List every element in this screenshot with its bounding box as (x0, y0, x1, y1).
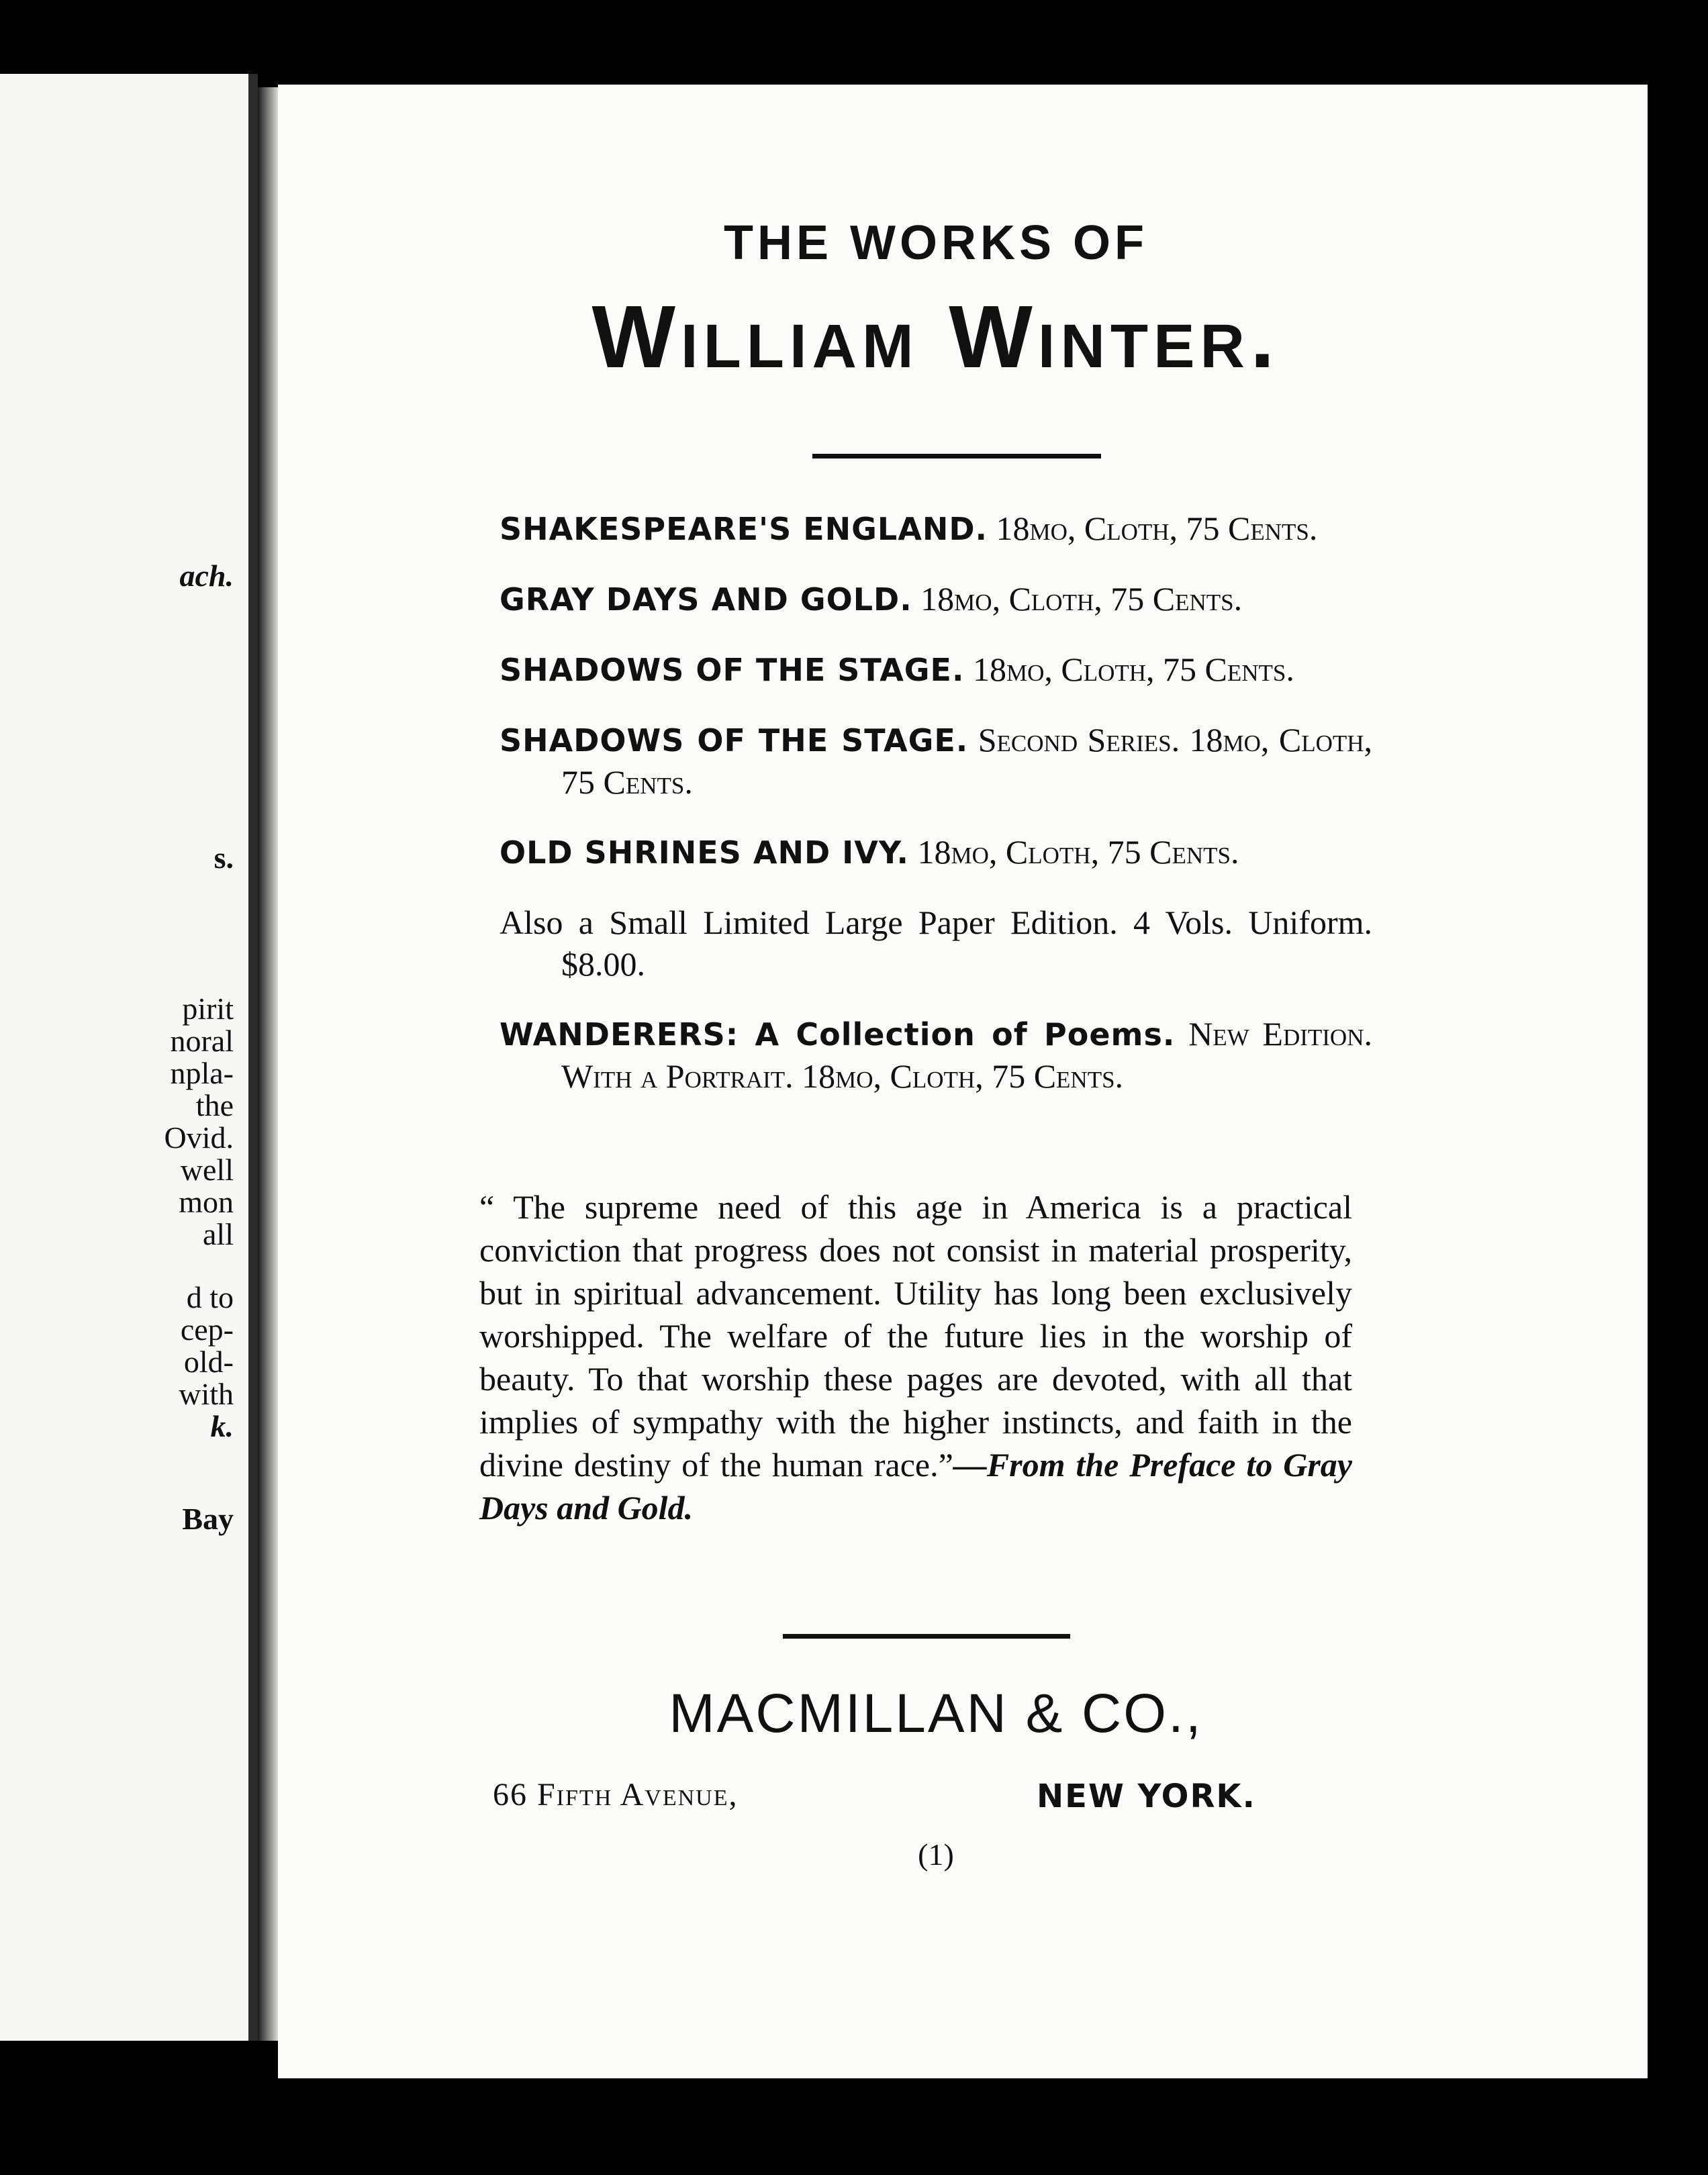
publisher-name: MACMILLAN & CO., (669, 1683, 1203, 1744)
publisher-address: 66 Fifth Avenue, (493, 1777, 739, 1812)
book-entry (500, 508, 1372, 550)
book-detail: 18mo, Cloth, 75 Cents. (920, 580, 1243, 618)
left-fragment: k. (210, 1409, 234, 1443)
left-fragment: npla- (170, 1056, 234, 1090)
divider-rule (812, 454, 1101, 458)
book-title: OLD SHRINES AND IVY. (500, 834, 910, 871)
book-entry (500, 1013, 1372, 1097)
book-detail: 18mo, Cloth, 75 Cents. (972, 650, 1294, 688)
preface-quote (479, 1186, 1352, 1529)
left-fragment: the (195, 1088, 234, 1122)
left-fragment: s. (214, 840, 234, 875)
left-fragment: Ovid. (164, 1120, 234, 1155)
page-kicker: THE WORKS OF (724, 216, 1148, 270)
book-entry (500, 831, 1372, 873)
previous-page (0, 74, 258, 2041)
left-fragment: all (203, 1217, 234, 1251)
left-fragment: noral (170, 1024, 234, 1058)
left-fragment: pirit (182, 992, 234, 1026)
left-fragment: cep- (180, 1312, 234, 1347)
book-detail: Second Series. 18mo, Cloth, 75 Cents. (561, 721, 1373, 801)
book-entry (500, 719, 1372, 803)
divider-rule (783, 1634, 1070, 1639)
quote-text: “ The supreme need of this age in America is a practical conviction that progress does not consist in material prosperity, but in spiritual advancement. Utility has long been exclusively worshipped. The welfare of the future lies in the worship of beauty. To that worship these pages are devoted, with all that implies of sympathy with the higher instincts, and faith in the divine destiny of the human race.” (479, 1188, 1352, 1484)
book-detail: New Edition. With a Portrait. 18mo, Cloth, 75 Cents. (561, 1015, 1372, 1095)
book-title: WANDERERS: A Collection of Poems. (500, 1016, 1176, 1053)
left-fragment: old- (183, 1345, 234, 1379)
book-list (500, 508, 1372, 1125)
book-spine (258, 87, 278, 2041)
page-number: (1) (918, 1837, 954, 1872)
quote-source: —From the Preface to Gray Days and Gold. (479, 1446, 1353, 1527)
author-heading: William Winter. (591, 287, 1280, 386)
left-fragment: with (179, 1377, 234, 1411)
left-fragment: d to (186, 1280, 234, 1314)
edition-note: Also a Small Limited Large Paper Edition. 4 Vols. Uniform. $8.00. (500, 904, 1372, 983)
publisher-city: NEW YORK. (1037, 1778, 1256, 1815)
book-detail: 18mo, Cloth, 75 Cents. (996, 510, 1318, 547)
book-detail: 18mo, Cloth, 75 Cents. (917, 833, 1239, 871)
book-title: SHADOWS OF THE STAGE. (500, 652, 965, 688)
left-fragment: well (180, 1153, 234, 1187)
book-title: SHADOWS OF THE STAGE. (500, 722, 969, 759)
book-entry (500, 578, 1372, 620)
book-title: GRAY DAYS AND GOLD. (500, 581, 912, 618)
left-fragment: ach. (179, 559, 234, 593)
book-title: SHAKESPEARE'S ENGLAND. (500, 511, 988, 547)
book-entry (500, 648, 1372, 691)
advertisement-page (278, 85, 1648, 2078)
left-fragment: Bay (182, 1502, 234, 1536)
left-fragment: mon (179, 1185, 234, 1219)
